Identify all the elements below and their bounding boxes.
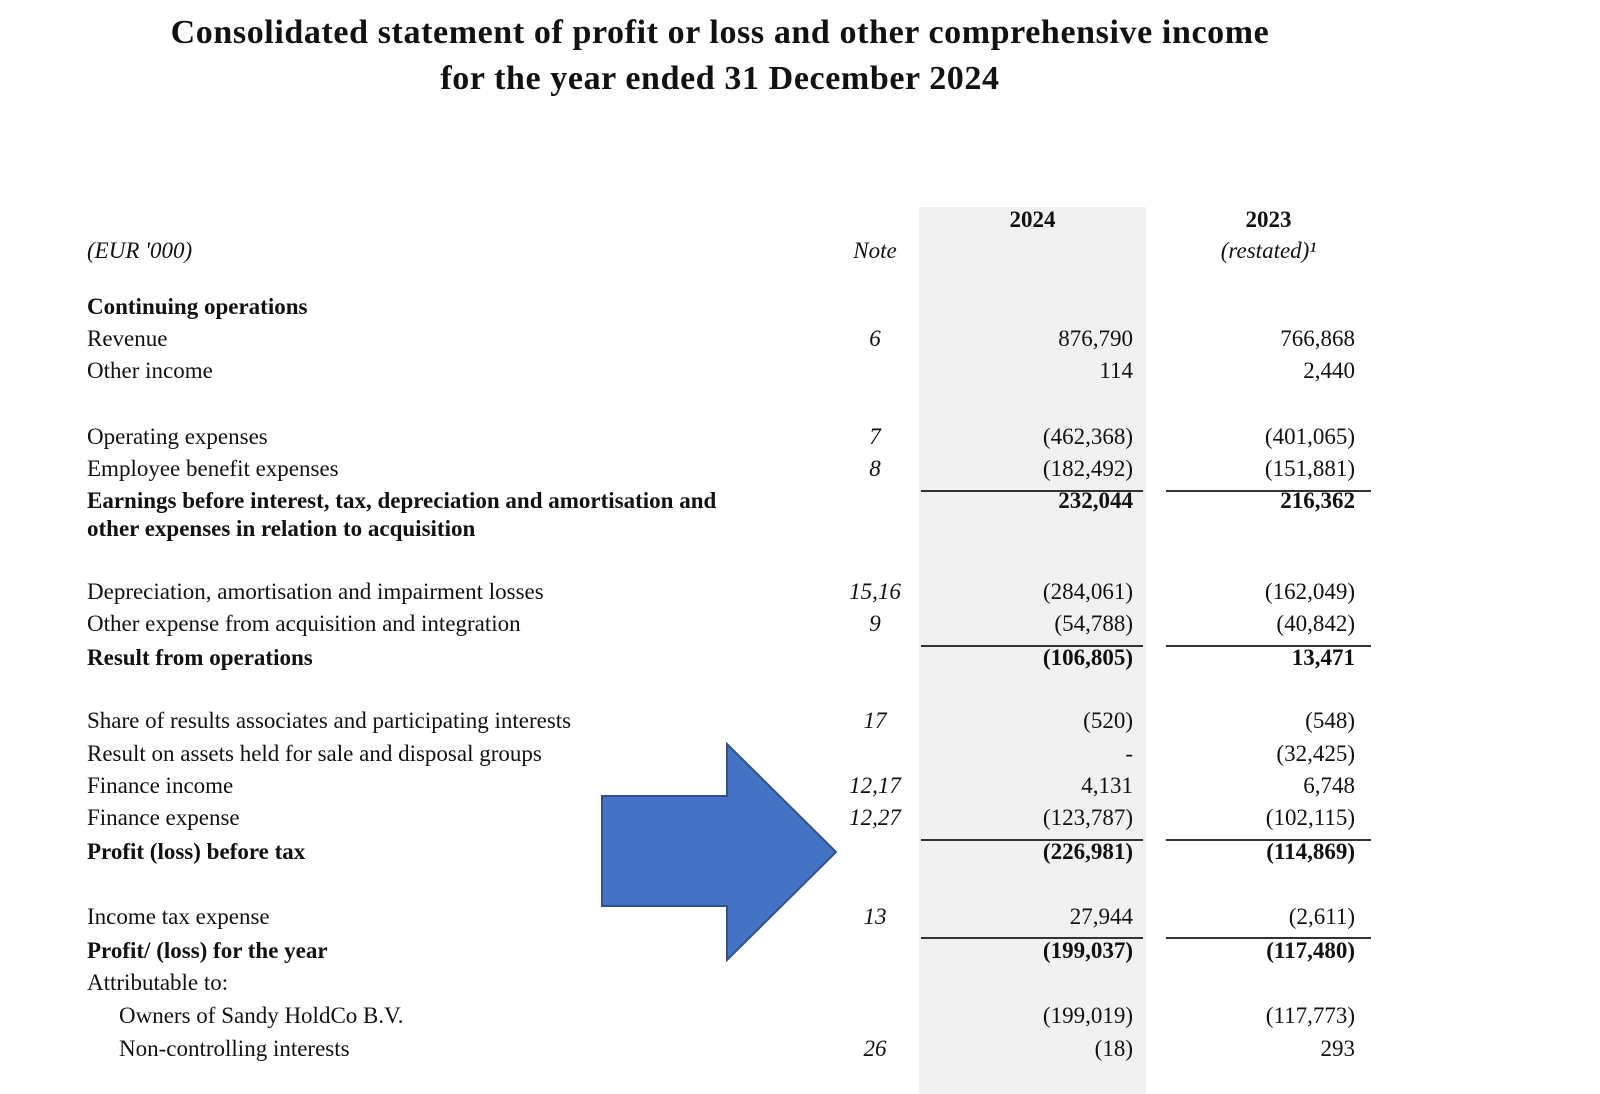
row-label: Earnings before interest, tax, depreciation and amortisation and — [87, 488, 717, 513]
row-note: 26 — [863, 1036, 887, 1061]
table-row — [0, 358, 1600, 390]
row-value-2023: (40,842) — [1276, 611, 1355, 636]
row-value-2024: 114 — [1099, 358, 1133, 383]
row-value-2023: (548) — [1305, 708, 1355, 733]
row-label: Income tax expense — [87, 904, 270, 929]
table-row — [0, 645, 1600, 677]
row-label: Non-controlling interests — [119, 1036, 350, 1061]
row-value-2024: 232,044 — [1058, 488, 1133, 513]
row-note: 9 — [869, 611, 881, 636]
row-note: 13 — [863, 904, 887, 929]
row-value-2023: (162,049) — [1264, 579, 1355, 604]
column-header-2023-restated: (restated)¹ — [1220, 238, 1317, 263]
row-value-2024: 4,131 — [1081, 773, 1133, 798]
row-value-2023: (102,115) — [1265, 805, 1355, 830]
row-value-2023: 6,748 — [1303, 773, 1355, 798]
note-column-header: Note — [853, 238, 897, 263]
statement-title: Consolidated statement of profit or loss and other comprehensive income — [170, 14, 1270, 51]
row-note: 12,27 — [849, 805, 901, 830]
row-value-2024: 27,944 — [1069, 904, 1133, 929]
row-label: Revenue — [87, 326, 168, 351]
row-label: Owners of Sandy HoldCo B.V. — [119, 1003, 404, 1028]
table-row — [0, 294, 1600, 326]
currency-label: (EUR '000) — [87, 238, 193, 263]
row-value-2024: (182,492) — [1042, 456, 1133, 481]
row-label: Finance expense — [87, 805, 240, 830]
table-row — [0, 1003, 1600, 1035]
column-header-2024: 2024 — [1009, 207, 1056, 232]
row-value-2024: - — [1125, 741, 1133, 766]
row-note: 12,17 — [849, 773, 901, 798]
row-value-2024: (123,787) — [1042, 805, 1133, 830]
row-label: Profit/ (loss) for the year — [87, 938, 328, 963]
table-row — [0, 708, 1600, 740]
table-row — [0, 516, 1600, 548]
table-row — [0, 456, 1600, 488]
row-label: Share of results associates and participating interests — [87, 708, 572, 733]
row-label: Result on assets held for sale and disposal groups — [87, 741, 542, 766]
row-value-2024: (18) — [1094, 1036, 1133, 1061]
row-value-2023: (32,425) — [1276, 741, 1355, 766]
row-value-2023: (114,869) — [1266, 839, 1355, 864]
row-label: Profit (loss) before tax — [87, 839, 306, 864]
row-value-2024: (462,368) — [1042, 424, 1133, 449]
row-value-2023: (151,881) — [1264, 456, 1355, 481]
row-value-2023: (401,065) — [1264, 424, 1355, 449]
statement-subtitle: for the year ended 31 December 2024 — [440, 60, 1000, 97]
row-value-2023: 216,362 — [1280, 488, 1355, 513]
row-label: Other income — [87, 358, 213, 383]
row-label: Depreciation, amortisation and impairment losses — [87, 579, 544, 604]
row-label: Other expense from acquisition and integration — [87, 611, 521, 636]
row-label: Finance income — [87, 773, 234, 798]
row-value-2024: 876,790 — [1058, 326, 1133, 351]
row-value-2023: 766,868 — [1280, 326, 1355, 351]
row-note: 15,16 — [849, 579, 901, 604]
table-row — [0, 970, 1600, 1002]
right-arrow-icon — [600, 742, 840, 962]
row-note: 8 — [869, 456, 881, 481]
row-note: 17 — [863, 708, 887, 733]
row-note: 7 — [869, 424, 881, 449]
row-value-2024: (199,037) — [1042, 938, 1133, 963]
table-row — [0, 326, 1600, 358]
row-value-2023: (2,611) — [1288, 904, 1355, 929]
row-value-2023: (117,773) — [1265, 1003, 1355, 1028]
row-value-2023: 2,440 — [1303, 358, 1355, 383]
table-row — [0, 424, 1600, 456]
row-value-2024: (520) — [1083, 708, 1133, 733]
table-row — [0, 579, 1600, 611]
row-label: Employee benefit expenses — [87, 456, 339, 481]
row-note: 6 — [869, 326, 881, 351]
row-value-2024: (54,788) — [1054, 611, 1133, 636]
row-label: Continuing operations — [87, 294, 308, 319]
row-label: other expenses in relation to acquisition — [87, 516, 476, 541]
row-label: Attributable to: — [87, 970, 229, 995]
table-row — [0, 611, 1600, 643]
row-label: Operating expenses — [87, 424, 268, 449]
table-row — [0, 1036, 1600, 1068]
row-value-2024: (226,981) — [1042, 839, 1133, 864]
row-value-2023: 13,471 — [1291, 645, 1355, 670]
row-value-2024: (199,019) — [1042, 1003, 1133, 1028]
row-value-2024: (284,061) — [1042, 579, 1133, 604]
row-value-2023: 293 — [1320, 1036, 1355, 1061]
row-label: Result from operations — [87, 645, 313, 670]
row-value-2024: (106,805) — [1042, 645, 1133, 670]
column-header-2023: 2023 — [1245, 207, 1292, 232]
row-value-2023: (117,480) — [1266, 938, 1355, 963]
